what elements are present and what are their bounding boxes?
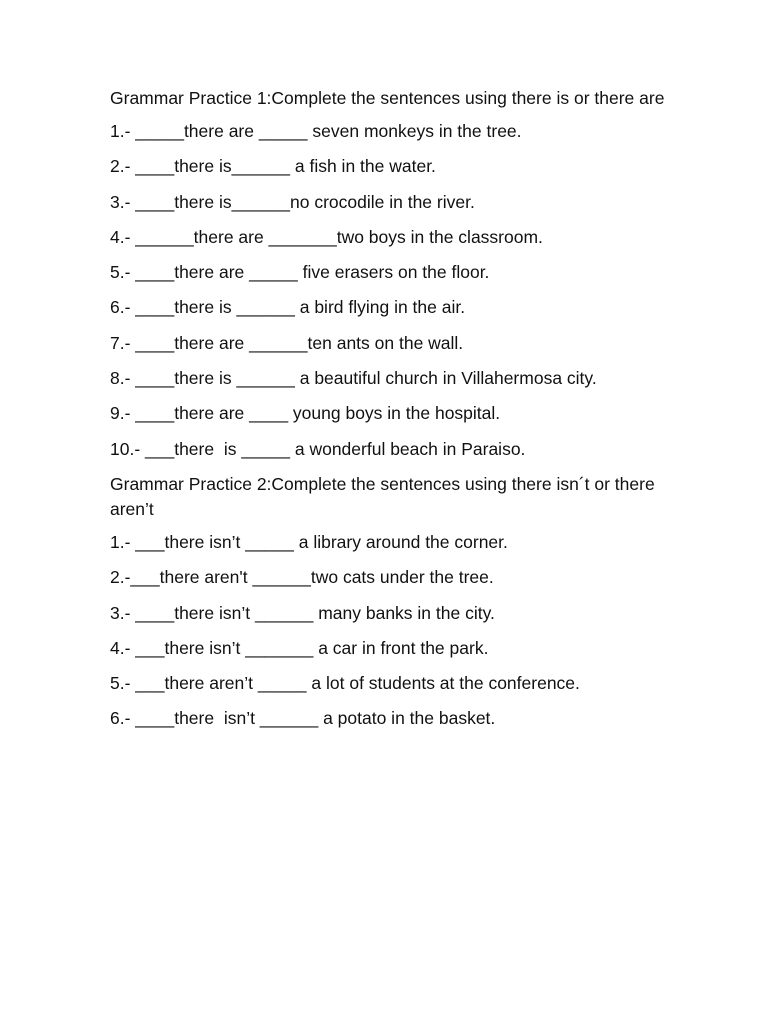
practice-1-sentence-6: 6.- ____there is ______ a bird flying in the air. xyxy=(110,297,466,318)
practice-1-sentence-4: 4.- ______there are _______two boys in the classroom. xyxy=(110,226,543,247)
practice-2-sentence-6: 6.- ____there isn’t ______ a potato in the basket. xyxy=(110,708,496,729)
practice-1-sentence-9: 9.- ____there are ____ young boys in the hospital. xyxy=(110,403,501,424)
practice-1-sentence-8: 8.- ____there is ______ a beautiful church in Villahermosa city. xyxy=(110,368,597,389)
practice-1-sentence-2: 2.- ____there is______ a fish in the water. xyxy=(110,156,436,177)
worksheet-page xyxy=(110,86,670,742)
practice-1-sentence-1: 1.- _____there are _____ seven monkeys in the tree. xyxy=(110,121,522,141)
practice-1-title: Grammar Practice 1:Complete the sentences using there is or there are xyxy=(110,88,665,108)
practice-2-sentence-2: 2.-___there aren't ______two cats under the tree. xyxy=(110,567,494,588)
practice-1-sentence-3: 3.- ____there is______no crocodile in the river. xyxy=(110,191,475,212)
practice-2-title: Grammar Practice 2:Complete the sentences using there isn´t or there aren’t xyxy=(110,473,660,519)
practice-2-sentence-4: 4.- ___there isn’t _______ a car in front the park. xyxy=(110,637,489,658)
practice-2-sentence-5: 5.- ___there aren’t _____ a lot of students at the conference. xyxy=(110,673,580,694)
practice-1-section xyxy=(110,86,670,462)
practice-1-sentence-10: 10.- ___there is _____ a wonderful beach in Paraiso. xyxy=(110,438,526,459)
practice-2-sentence-3: 3.- ____there isn’t ______ many banks in the city. xyxy=(110,602,495,623)
practice-2-section xyxy=(110,472,670,731)
practice-1-sentence-7: 7.- ____there are ______ten ants on the wall. xyxy=(110,332,464,353)
practice-1-sentence-5: 5.- ____there are _____ five erasers on the floor. xyxy=(110,262,490,283)
practice-2-sentence-1: 1.- ___there isn’t _____ a library around the corner. xyxy=(110,531,508,552)
